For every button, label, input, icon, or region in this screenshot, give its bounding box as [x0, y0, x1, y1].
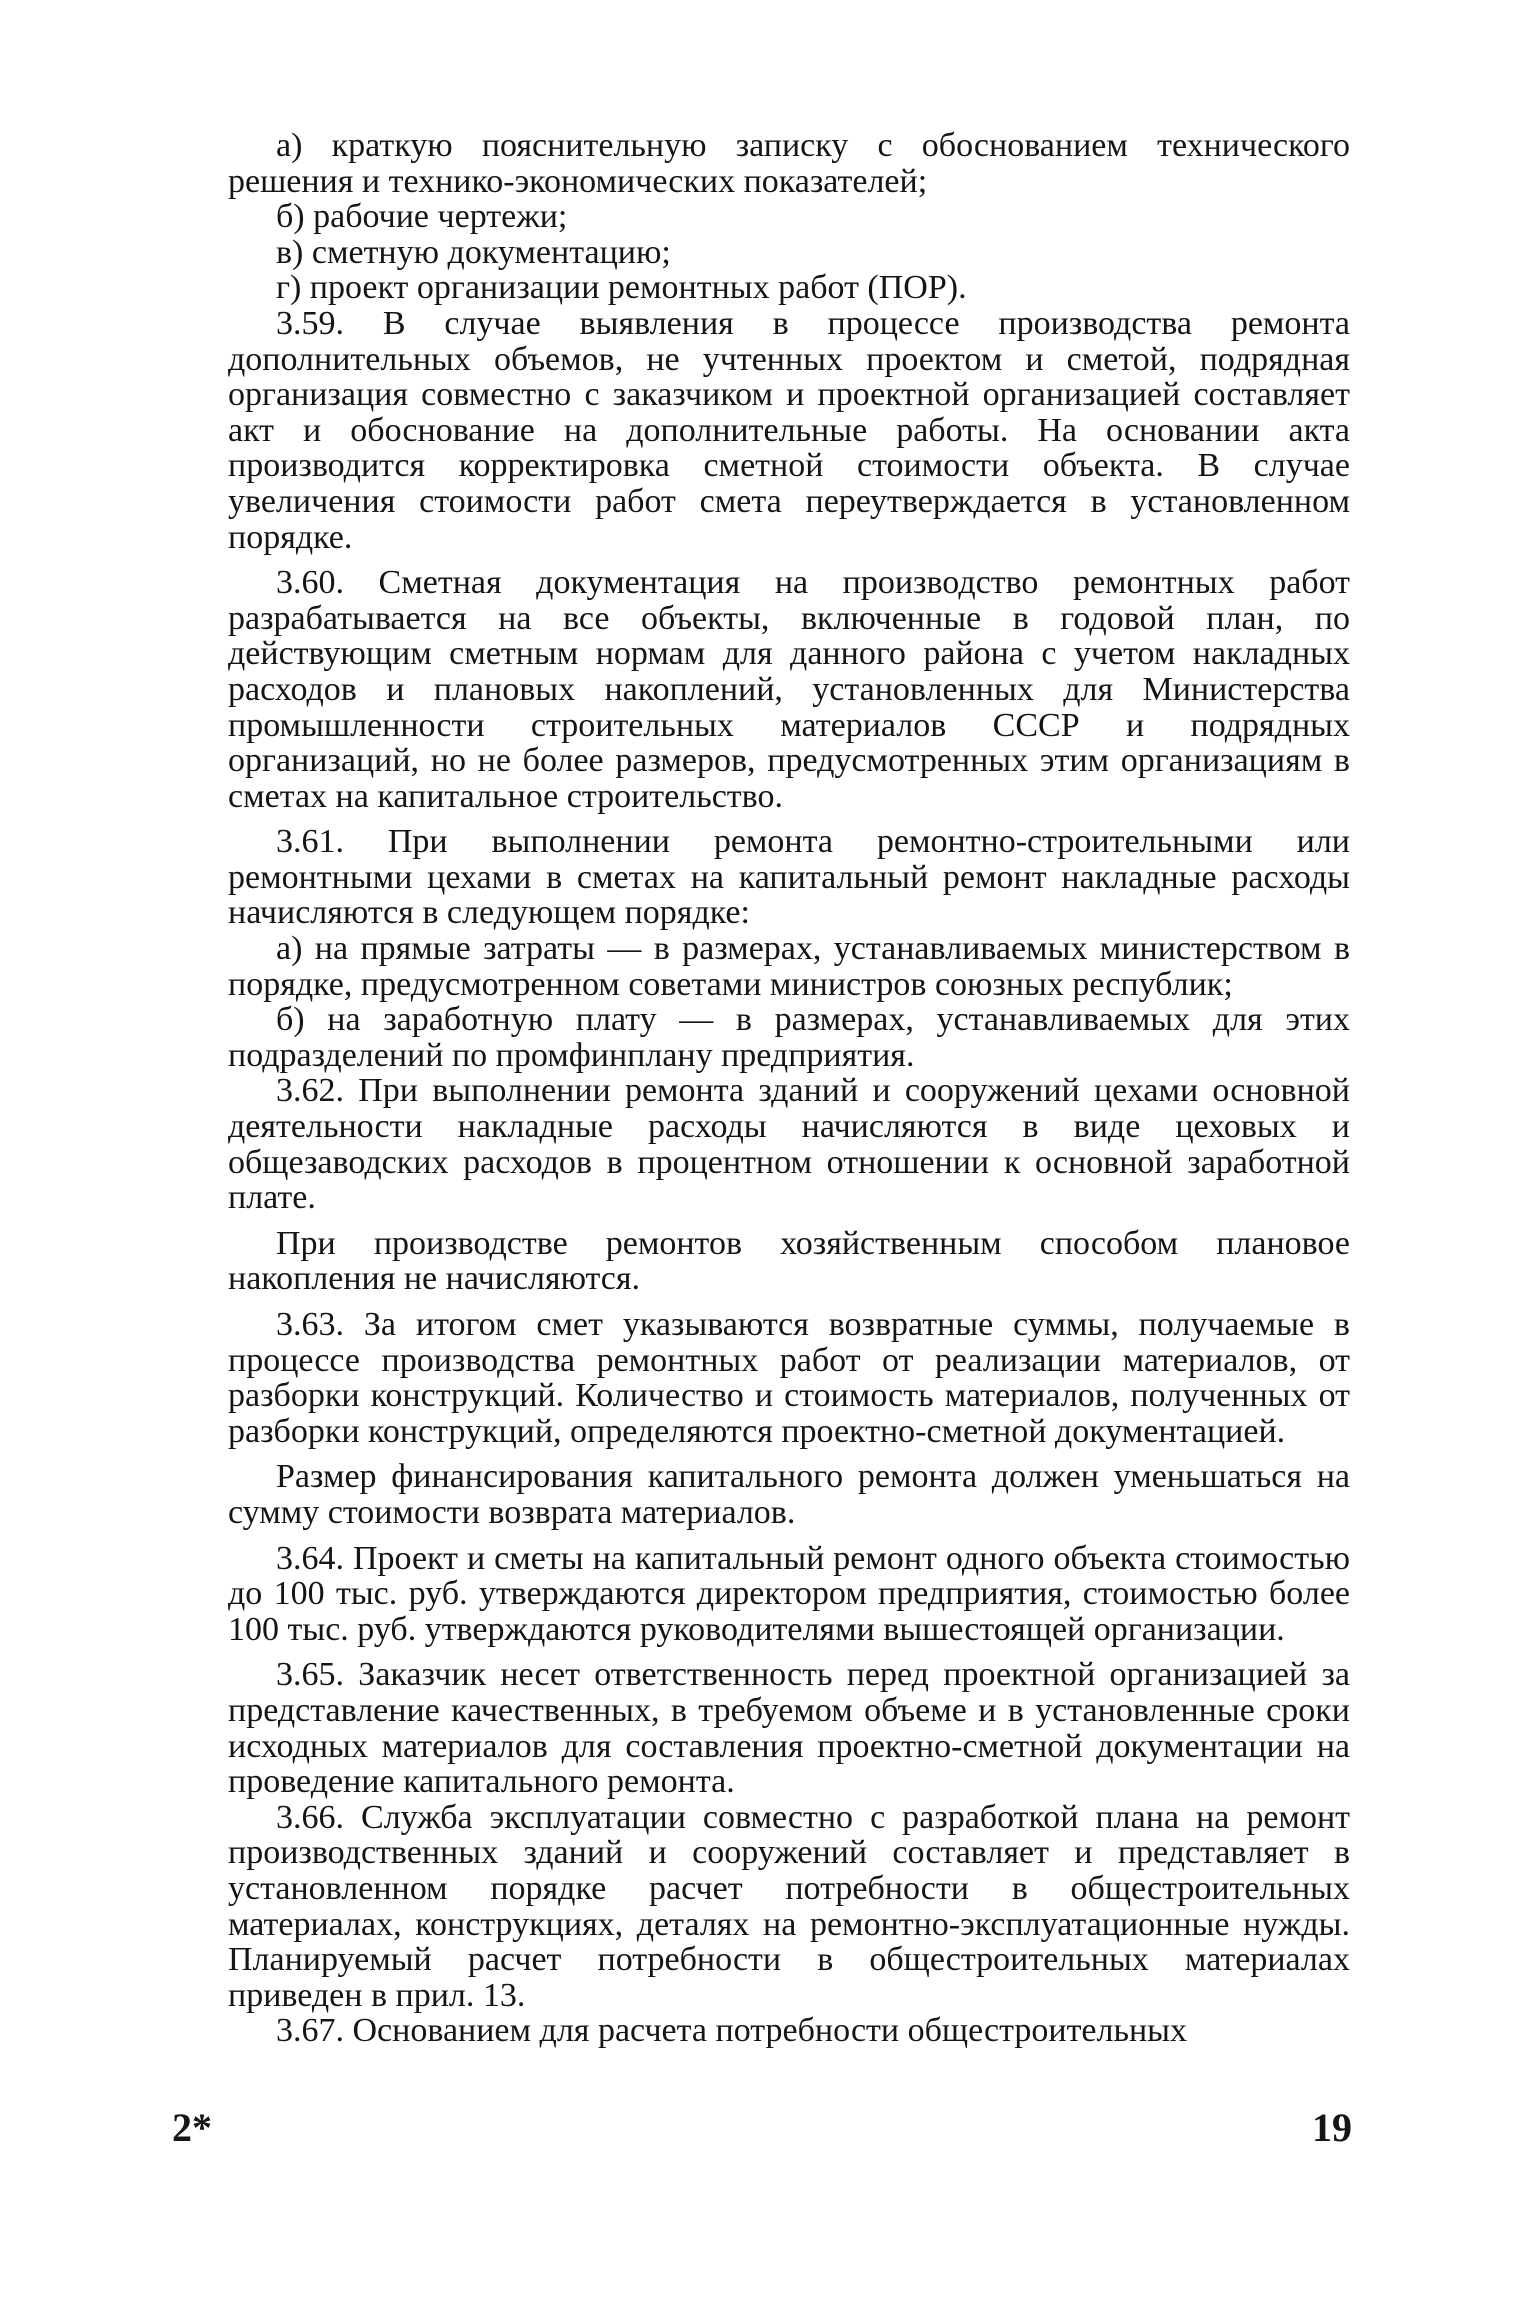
- paragraph-3-64: 3.64. Проект и сметы на капитальный ремонт одного объекта стоимостью до 100 тыс. руб. утверждаются директором предприятия, стоимостью более 100 тыс. руб. утверждаются руководителями вышестоящей организации.: [228, 1539, 1350, 1648]
- paragraph-3-62: 3.62. При выполнении ремонта зданий и сооружений цехами основной деятельности накладные расходы начисляются в виде цеховых и общезаводских расходов в процентном отношении к основной заработной плате.: [228, 1072, 1350, 1217]
- paragraph-3-59: 3.59. В случае выявления в процессе производства ремонта дополнительных объемов, не учтенных проектом и сметой, подрядная организация совместно с заказчиком и проектной организацией составляет акт и обоснование на дополнительные работы. На основании акта производится корректировка сметной стоимости объекта. В случае увеличения стоимости работ смета переутверждается в установленном порядке.: [228, 304, 1350, 556]
- paragraph-list-item-b: б) рабочие чертежи;: [276, 198, 568, 236]
- paragraph-3-60: 3.60. Сметная документация на производство ремонтных работ разрабатывается на все объекты, включенные в годовой план, по действующим сметным нормам для данного района с учетом накладных расходов и плановых накоплений, установленных для Министерства промышленности строительных материалов СССР и подрядных организаций, но не более размеров, предусмотренных этим организациям в сметах на капитальное строительство.: [228, 564, 1350, 815]
- paragraph-3-66: 3.66. Служба эксплуатации совместно с разработкой плана на ремонт производственных зданий и сооружений составляет и представляет в установленном порядке расчет потребности в общестроительных материалах, конструкциях, деталях на ремонтно-эксплуатационные нужды. Планируемый расчет потребности в общестроительных материалах приведен в прил. 13.: [228, 1798, 1350, 2014]
- paragraph-3-61-a: а) на прямые затраты — в размерах, устанавливаемых министерством в порядке, предусмотренном советами министров союзных республик;: [228, 930, 1350, 1003]
- paragraph-list-item-a: а) краткую пояснительную записку с обоснованием технического решения и технико-экономических показателей;: [228, 127, 1350, 200]
- signature-mark: 2*: [172, 2105, 212, 2150]
- paragraph-3-63: 3.63. За итогом смет указываются возвратные суммы, получаемые в процессе производства ремонтных работ от реализации материалов, от разборки конструкций. Количество и стоимость материалов, полученных от разборки конструкций, определяются проектно-сметной документацией.: [228, 1306, 1350, 1450]
- paragraph-3-67: 3.67. Основанием для расчета потребности общестроительных: [276, 2012, 1188, 2050]
- paragraph-list-item-v: в) сметную документацию;: [276, 233, 671, 271]
- paragraph-financing-size: Размер финансирования капитального ремонта должен уменьшаться на сумму стоимости возврата материалов.: [228, 1458, 1350, 1531]
- paragraph-3-61: 3.61. При выполнении ремонта ремонтно-строительными или ремонтными цехами в сметах на капитальный ремонт накладные расходы начисляются в следующем порядке:: [228, 823, 1350, 932]
- main-text: [228, 128, 1350, 2049]
- paragraph-3-61-b: б) на заработную плату — в размерах, устанавливаемых для этих подразделений по промфинплану предприятия.: [228, 1001, 1350, 1074]
- paragraph-3-65: 3.65. Заказчик несет ответственность перед проектной организацией за представление качественных, в требуемом объеме и в установленные сроки исходных материалов для составления проектно-сметной документации на проведение капитального ремонта.: [228, 1656, 1350, 1801]
- paragraph-plan-accumulation: При производстве ремонтов хозяйственным способом плановое накопления не начисляются.: [228, 1224, 1350, 1298]
- paragraph-list-item-g: г) проект организации ремонтных работ (ПОР).: [276, 269, 967, 307]
- page-number: 19: [1312, 2105, 1352, 2150]
